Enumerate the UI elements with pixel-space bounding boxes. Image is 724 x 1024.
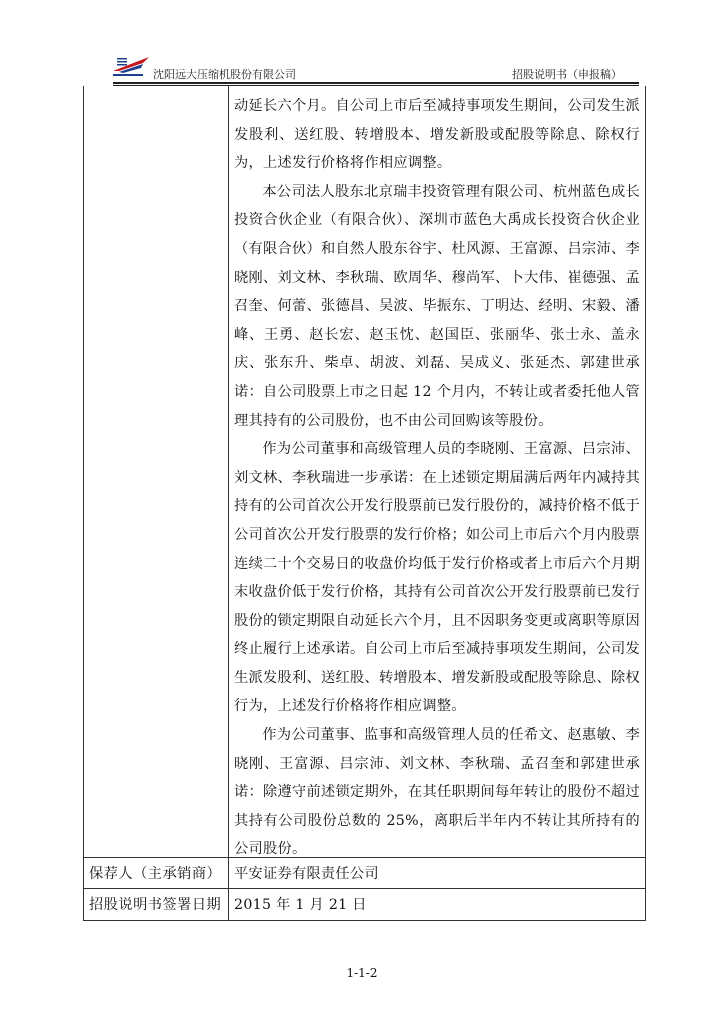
paragraph: 作为公司董事和高级管理人员的李晓刚、王富源、吕宗沛、刘文林、李秋瑞进一步承诺：在上述锁定期届满后两年内减持其持有的公司首次公开发行股票前已发行股份的，减持价格不低于公司首次公开发行股票的发行价格；如公司上市后六个月内股票连续二十个交易日的收盘价均低于发行价格或者上市后六个月期末收盘价低于发行价格，其持有公司首次公开发行股票前已发行股份的锁定期限自动延长六个月，且不因职务变更或离职等原因终止履行上述承诺。自公司上市后至减持事项发生期间，公司发生派发股利、送红股、转增股本、增发新股或配股等除息、除权行为，上述发行价格将作相应调整。: [234, 441, 640, 715]
table-border-bottom: [83, 920, 646, 921]
paragraph: 作为公司董事、监事和高级管理人员的任希文、赵惠敏、李晓刚、王富源、吕宗沛、刘文林、李秋瑞、孟召奎和郭建世承诺：除遵守前述锁定期外，在其任职期间每年转让的股份不超过其持有公司股份总数的 25%，离职后半年内不转让其所持有的公司股份。: [234, 727, 640, 858]
sponsor-label: 保荐人（主承销商）: [89, 866, 222, 882]
page-number: 1-1-2: [346, 966, 378, 980]
sponsor-value: 平安证券有限责任公司: [234, 866, 379, 882]
company-logo-icon: [113, 55, 149, 77]
signing-date-value: 2015 年 1 月 21 日: [234, 897, 367, 913]
table-border-right: [645, 86, 646, 921]
paragraph: 动延长六个月。自公司上市后至减持事项发生期间，公司发生派发股利、送红股、转增股本、增发新股或配股等除息、除权行为，上述发行价格将作相应调整。: [234, 98, 640, 172]
paragraph: 本公司法人股东北京瑞丰投资管理有限公司、杭州蓝色成长投资合伙企业（有限合伙）、深圳市蓝色大禹成长投资合伙企业（有限合伙）和自然人股东谷宇、杜风源、王富源、吕宗沛、李晓刚、刘文林、李秋瑞、欧周华、穆尚军、卜大伟、崔德强、孟召奎、何蕾、张德昌、吴波、毕振东、丁明达、经明、宋毅、潘峰、王勇、赵长宏、赵玉忱、赵国臣、张丽华、张士永、盖永庆、张东升、柴卓、胡波、刘磊、吴成义、张延杰、郭建世承诺：自公司股票上市之日起 12 个月内，不转让或者委托他人管理其持有的公司股份，也不由公司回购该等股份。: [234, 183, 640, 429]
table-row-separator: [83, 888, 646, 889]
header-rule: [113, 82, 639, 84]
page-header: [0, 0, 724, 90]
company-name: 沈阳远大压缩机股份有限公司: [153, 68, 296, 81]
table-border-left: [83, 86, 84, 921]
table-divider: [228, 86, 229, 921]
signing-date-label: 招股说明书签署日期: [89, 897, 222, 913]
lockup-commitment-text: [234, 92, 640, 864]
header-rule-thin: [113, 85, 639, 86]
document-title: 招股说明书（申报稿）: [512, 68, 622, 81]
